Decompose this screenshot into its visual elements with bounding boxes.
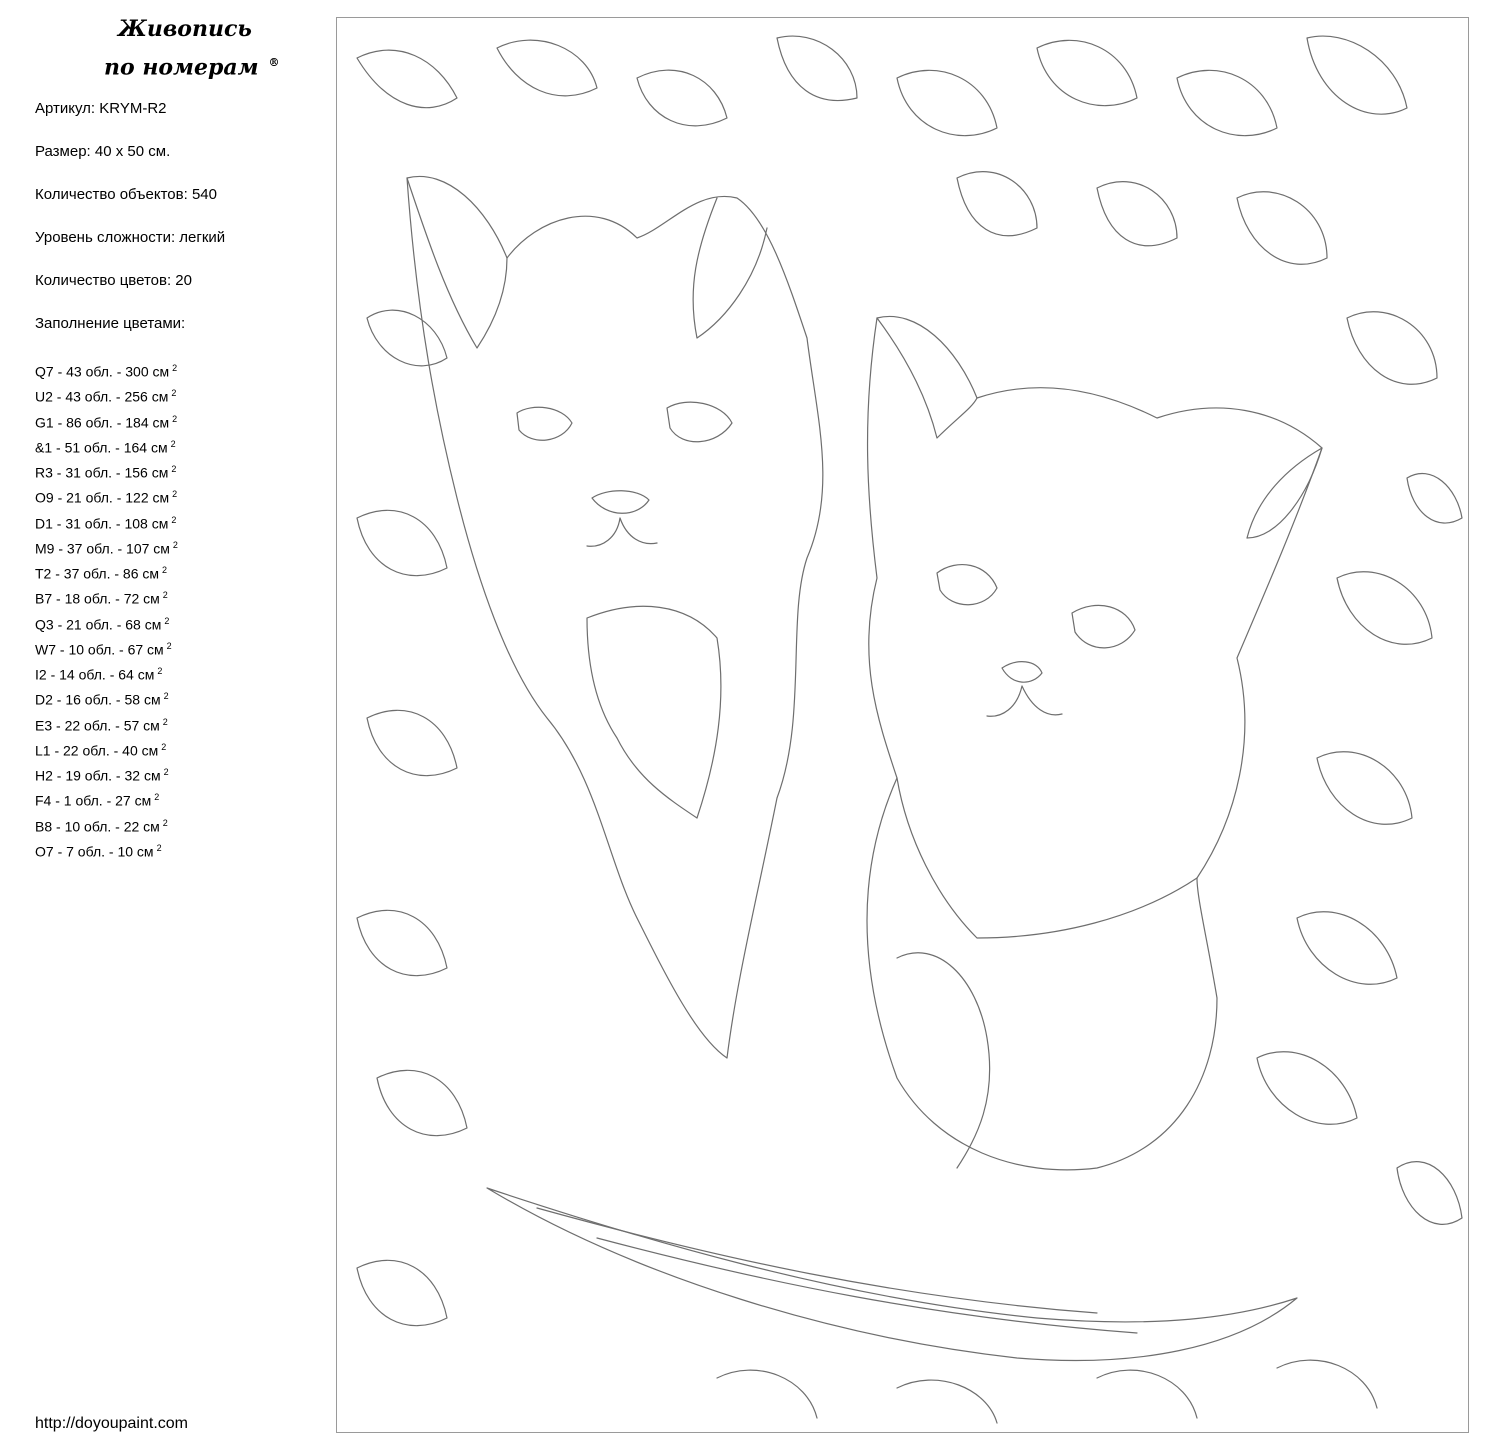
palette-item — [35, 661, 178, 686]
palette-item — [35, 560, 178, 585]
palette-item-unit-power: 2 — [163, 767, 169, 777]
palette-item-text: H2 - 19 обл. - 32 см — [35, 767, 161, 784]
palette-item-unit-power: 2 — [172, 489, 178, 500]
palette-item — [35, 510, 178, 535]
palette-item-unit-power: 2 — [172, 363, 178, 373]
palette-item-unit-power: 2 — [154, 792, 160, 803]
right-kitten-eye-right — [1072, 605, 1135, 647]
right-kitten-eye-left — [937, 565, 997, 605]
palette-item-text: O7 - 7 обл. - 10 см — [35, 843, 154, 860]
branch-outline — [487, 1188, 1297, 1361]
palette-item-unit-power: 2 — [162, 817, 168, 828]
palette-item-text: R3 - 31 обл. - 156 см — [35, 464, 169, 481]
color-fill-list — [35, 358, 178, 863]
palette-item — [35, 737, 178, 762]
objects-count-label: Количество объектов: 540 — [35, 186, 217, 203]
right-kitten-body — [867, 778, 1217, 1170]
right-kitten-ear-left — [877, 318, 977, 438]
branch-groove-1 — [537, 1208, 1097, 1313]
left-kitten-eye-right — [667, 402, 732, 442]
coloring-canvas — [336, 17, 1469, 1433]
palette-item-unit-power: 2 — [172, 539, 178, 550]
palette-item — [35, 484, 178, 509]
palette-item-unit-power: 2 — [166, 640, 172, 651]
fill-heading: Заполнение цветами: — [35, 315, 186, 332]
brand-line-1: Живопись — [118, 16, 252, 42]
background-leaves — [357, 36, 1462, 1423]
palette-item — [35, 434, 178, 459]
palette-item-text: Q3 - 21 обл. - 68 см — [35, 616, 162, 633]
brand-line-2 — [100, 46, 300, 84]
palette-item-text: E3 - 22 обл. - 57 см — [35, 717, 160, 734]
palette-item-text: B8 - 10 обл. - 22 см — [35, 818, 160, 835]
palette-item-text: U2 - 43 обл. - 256 см — [35, 388, 169, 405]
palette-item-text: M9 - 37 обл. - 107 см — [35, 540, 170, 557]
right-kitten-mouth — [987, 686, 1062, 716]
website-url[interactable]: http://doyoupaint.com — [35, 1415, 188, 1432]
kittens-outline-drawing — [337, 18, 1468, 1432]
size-label: Размер: 40 x 50 см. — [35, 143, 171, 160]
palette-item-unit-power: 2 — [171, 514, 177, 525]
palette-item-text: &1 - 51 обл. - 164 см — [35, 439, 168, 456]
palette-item-unit-power: 2 — [156, 842, 162, 853]
registered-mark: ® — [268, 56, 280, 69]
palette-item — [35, 535, 178, 560]
palette-item-text: G1 - 86 обл. - 184 см — [35, 414, 170, 431]
info-sidebar — [0, 0, 320, 1453]
palette-item-text: F4 - 1 обл. - 27 см — [35, 792, 152, 809]
branch-groove-2 — [597, 1238, 1137, 1333]
palette-item — [35, 686, 178, 711]
brand-line-2-text: по номерам — [104, 54, 259, 81]
left-kitten-outline — [407, 176, 823, 1058]
palette-item-unit-power: 2 — [163, 691, 169, 702]
left-kitten-mouth — [587, 518, 657, 546]
palette-item-text: O9 - 21 обл. - 122 см — [35, 489, 170, 506]
palette-item-unit-power: 2 — [162, 590, 168, 601]
palette-item-unit-power: 2 — [172, 413, 178, 424]
palette-item-text: D2 - 16 обл. - 58 см — [35, 691, 161, 708]
palette-item — [35, 636, 178, 661]
palette-item — [35, 383, 178, 408]
palette-item-unit-power: 2 — [157, 666, 163, 676]
right-kitten-paw — [897, 953, 990, 1168]
left-kitten-ear-right — [693, 198, 767, 338]
colors-count-label: Количество цветов: 20 — [35, 272, 192, 289]
palette-item — [35, 712, 178, 737]
article-label: Артикул: KRYM-R2 — [35, 100, 167, 117]
palette-item-unit-power: 2 — [162, 716, 168, 727]
right-kitten-outline — [868, 316, 1322, 938]
palette-item-text: B7 - 18 обл. - 72 см — [35, 590, 160, 607]
right-kitten-nose — [1002, 662, 1042, 683]
palette-item — [35, 838, 178, 863]
left-kitten-nose — [592, 491, 649, 514]
palette-item-text: L1 - 22 обл. - 40 см — [35, 742, 159, 759]
palette-item — [35, 813, 178, 838]
palette-item-unit-power: 2 — [171, 464, 177, 474]
palette-item — [35, 409, 178, 434]
difficulty-label: Уровень сложности: легкий — [35, 229, 226, 246]
left-kitten-chest — [587, 606, 721, 818]
palette-item — [35, 459, 178, 484]
palette-item — [35, 762, 178, 787]
palette-item-unit-power: 2 — [162, 565, 168, 575]
right-kitten-ear-right — [1247, 448, 1322, 538]
palette-item-unit-power: 2 — [170, 438, 176, 449]
palette-item-text: T2 - 37 обл. - 86 см — [35, 565, 160, 582]
palette-item-unit-power: 2 — [171, 388, 177, 399]
palette-item-text: Q7 - 43 обл. - 300 см — [35, 363, 170, 380]
brand-logo — [100, 12, 300, 84]
left-kitten-eye-left — [517, 407, 572, 440]
palette-item — [35, 787, 178, 812]
palette-item — [35, 585, 178, 610]
product-info — [35, 100, 225, 358]
palette-item — [35, 611, 178, 636]
palette-item-text: I2 - 14 обл. - 64 см — [35, 666, 155, 683]
palette-item-unit-power: 2 — [161, 741, 167, 752]
palette-item-unit-power: 2 — [164, 615, 170, 626]
palette-item-text: D1 - 31 обл. - 108 см — [35, 515, 169, 532]
palette-item — [35, 358, 178, 383]
palette-item-text: W7 - 10 обл. - 67 см — [35, 641, 164, 658]
